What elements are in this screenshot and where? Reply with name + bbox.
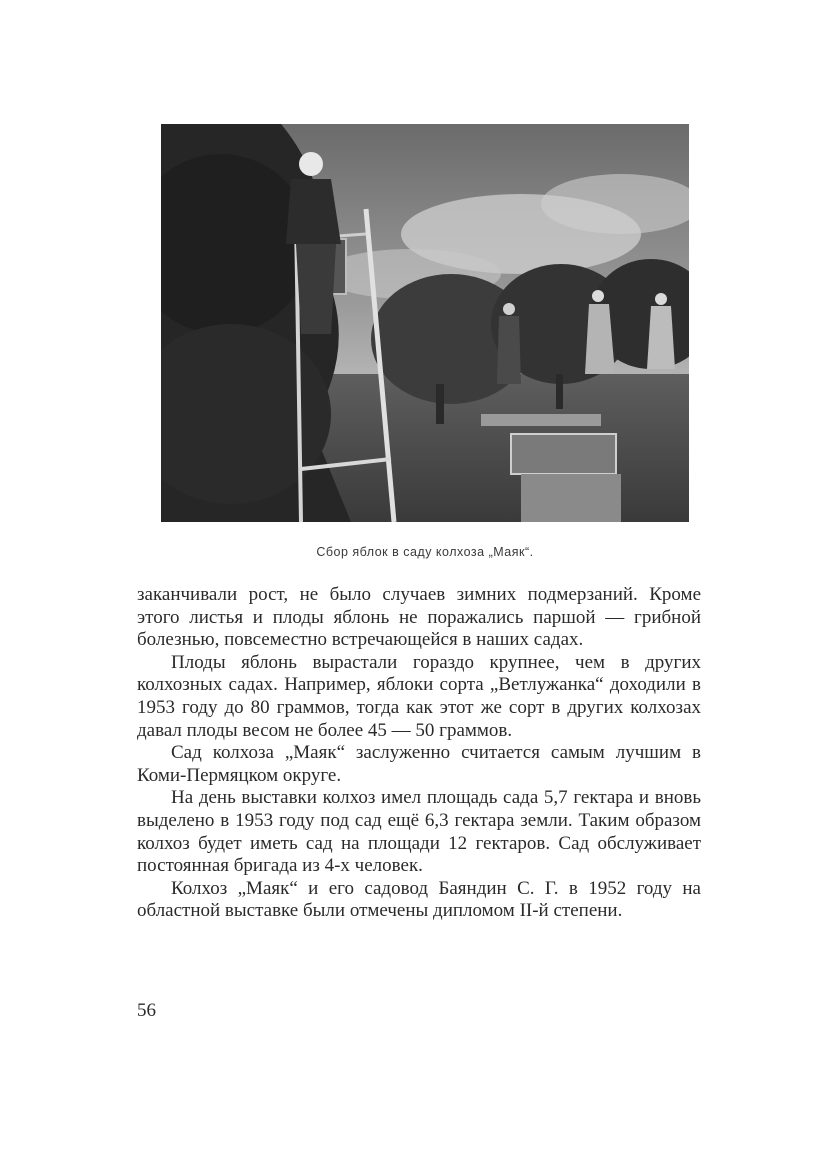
paragraph: На день выставки колхоз имел площадь сада 5,7 гектара и вновь выделено в 1953 году под сад ещё 6,3 гектара земли. Таким образом колхоз будет иметь сад на площади 12 гектаров. Сад обслуживает постоянная бригада из 4-х человек. — [137, 787, 701, 877]
photo-caption: Сбор яблок в саду колхоза „Маяк“. — [316, 545, 534, 559]
paragraph: Колхоз „Маяк“ и его садовод Баяндин С. Г. в 1952 году на областной выставке были отмечены дипломом II-й степени. — [137, 877, 701, 922]
paragraph: Сад колхоза „Маяк“ заслуженно считается самым лучшим в Коми-Пермяцком округе. — [137, 742, 701, 786]
paragraph: заканчивали рост, не было случаев зимних подмерзаний. Кроме этого листья и плоды яблонь не поражались паршой — грибной болезнью, повсеместно встречающейся в наших садах. — [137, 584, 701, 651]
orchard-photo — [161, 124, 689, 522]
orchard-photo-illustration — [161, 124, 689, 522]
page-number: 56 — [137, 1000, 156, 1021]
body-text — [137, 584, 701, 923]
paragraph: Плоды яблонь вырастали гораздо крупнее, чем в других колхозных садах. Например, яблоки сорта „Ветлужанка“ доходили в 1953 году до 80 граммов, тогда как этот же сорт в других колхозах давал плоды весом не более 45 — 50 граммов. — [137, 651, 701, 741]
